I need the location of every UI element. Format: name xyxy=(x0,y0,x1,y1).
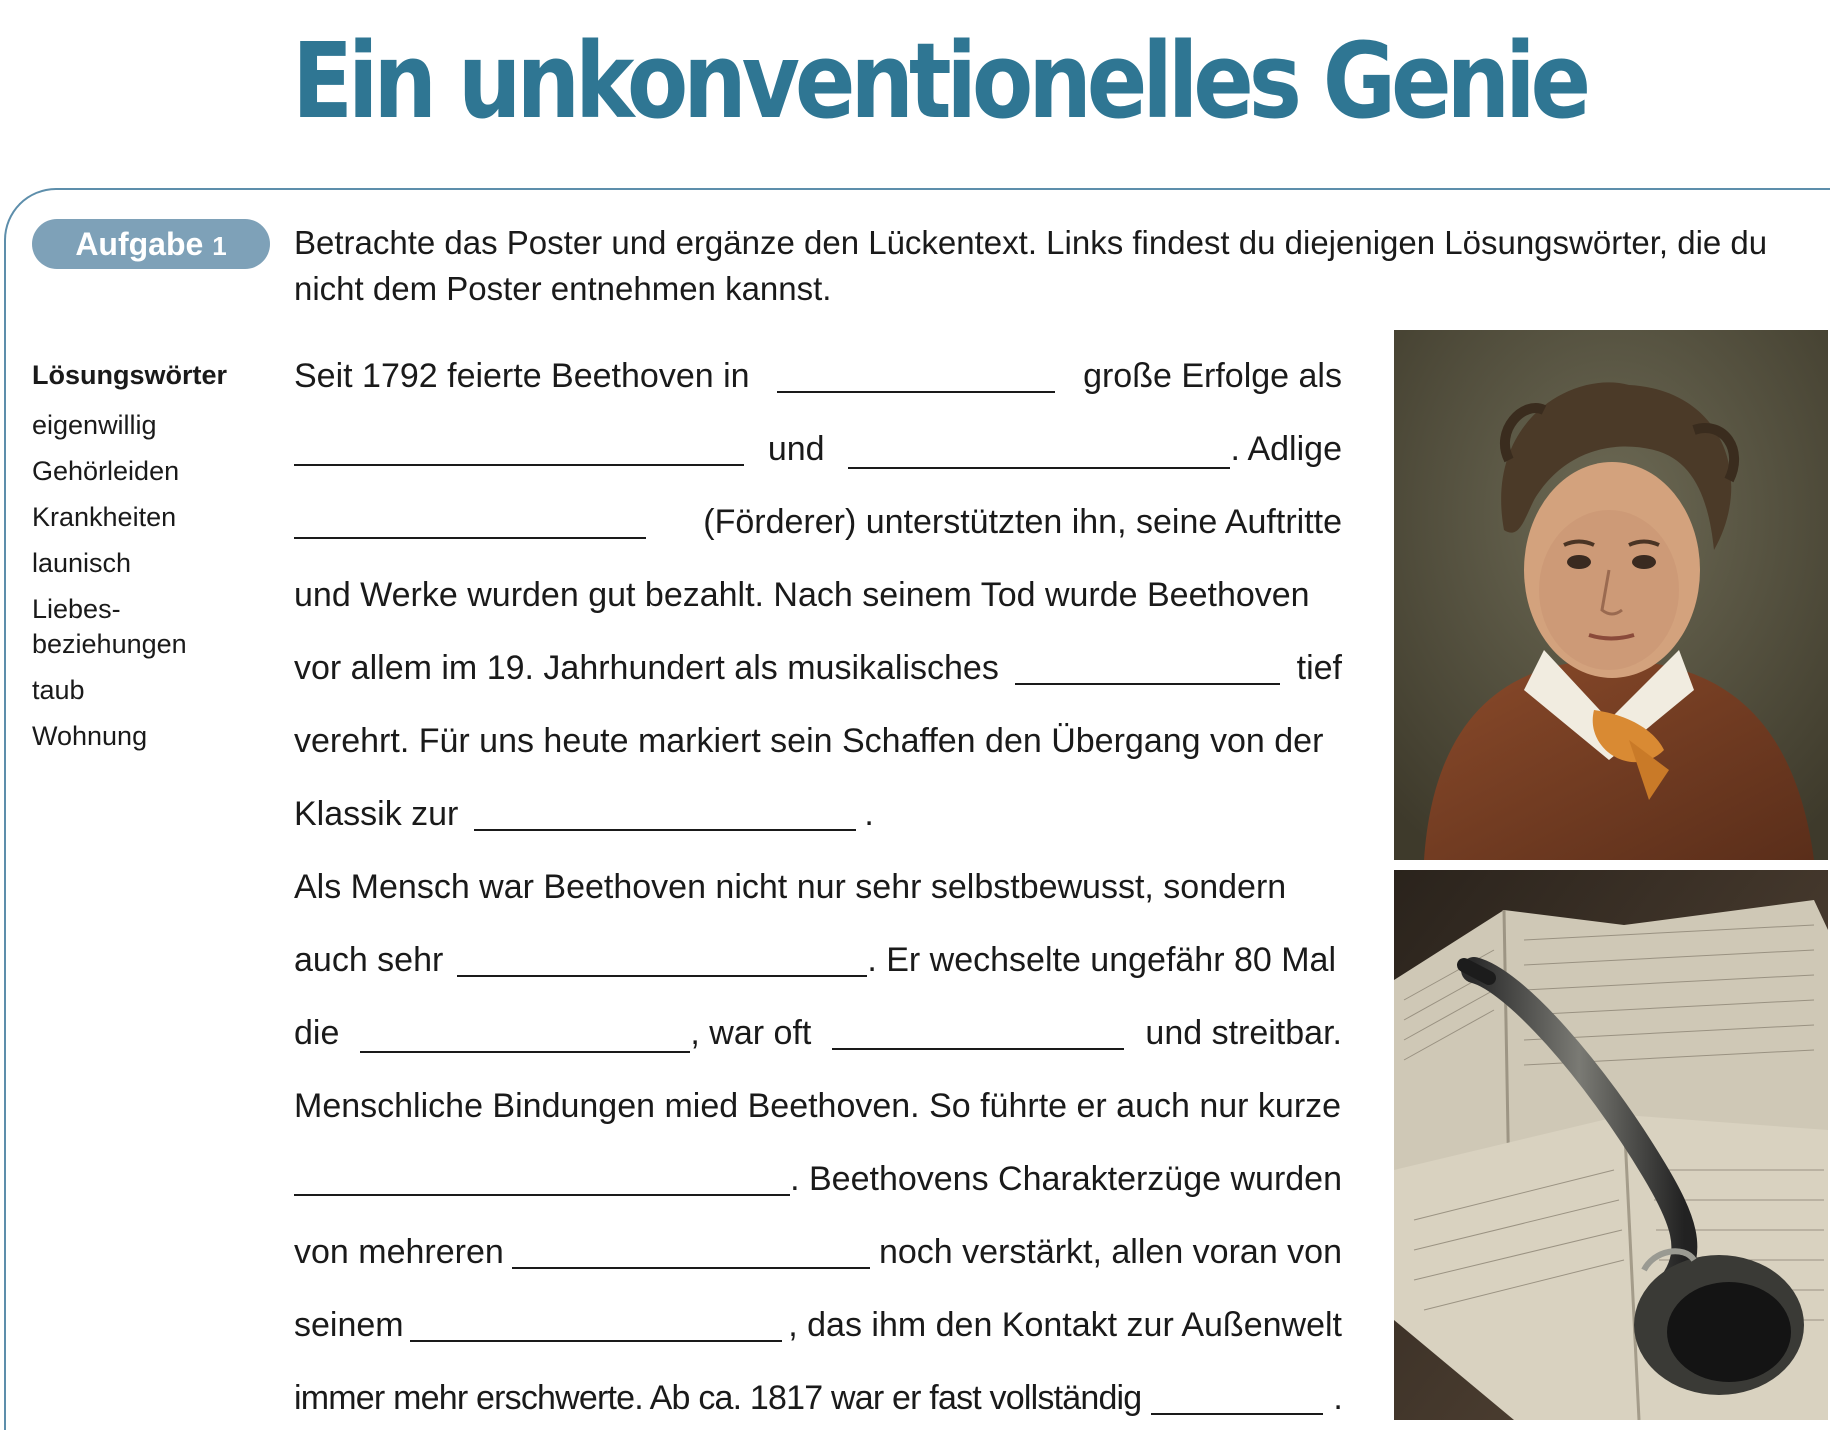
task-badge-label: Aufgabe xyxy=(75,226,204,262)
cloze-line xyxy=(294,1289,1342,1362)
answer-gap[interactable] xyxy=(1151,1383,1323,1415)
answer-gap[interactable] xyxy=(294,507,646,539)
cloze-line xyxy=(294,1070,1342,1143)
answer-gap[interactable] xyxy=(360,1021,690,1053)
page-title: Ein unkonventionelles Genie xyxy=(292,20,1587,142)
solution-word: beziehungen xyxy=(32,629,187,659)
cloze-text-segment: . xyxy=(864,795,874,833)
cloze-text-segment: große Erfolge als xyxy=(1083,357,1342,395)
answer-gap[interactable] xyxy=(1015,653,1280,685)
task-badge-number: 1 xyxy=(212,231,227,261)
cloze-line xyxy=(294,778,1342,851)
answer-gap[interactable] xyxy=(474,799,856,831)
solution-word: Wohnung xyxy=(32,721,148,751)
answer-gap[interactable] xyxy=(848,437,1230,469)
solution-word: Krankheiten xyxy=(32,502,177,532)
cloze-line xyxy=(294,997,1342,1070)
cloze-text-segment: . xyxy=(1333,1379,1342,1417)
cloze-text-segment: seinem xyxy=(294,1306,404,1344)
cloze-line xyxy=(294,924,1342,997)
solution-word: eigenwillig xyxy=(32,410,157,440)
cloze-text-segment: Klassik zur xyxy=(294,795,459,833)
cloze-line xyxy=(294,413,1342,486)
ear-trumpet-music-image xyxy=(1394,870,1828,1420)
cloze-line xyxy=(294,486,1342,559)
answer-gap[interactable] xyxy=(512,1237,870,1269)
cloze-text-segment: die xyxy=(294,1014,340,1052)
cloze-text-segment: Als Mensch war Beethoven nicht nur sehr selbstbewusst, sondern xyxy=(294,868,1287,906)
cloze-text-segment: (Förderer) unterstützten ihn, seine Auftritte xyxy=(703,503,1342,541)
cloze-line xyxy=(294,851,1342,924)
solution-words-list xyxy=(32,408,252,765)
solution-word: Gehörleiden xyxy=(32,456,180,486)
cloze-text-segment: auch sehr xyxy=(294,941,444,979)
cloze-line xyxy=(294,1143,1342,1216)
solution-word: Liebes- xyxy=(32,594,121,624)
answer-gap[interactable] xyxy=(777,361,1055,393)
cloze-text-segment: vor allem im 19. Jahrhundert als musikalisches xyxy=(294,649,999,687)
task-badge xyxy=(32,219,270,269)
cloze-text-segment: immer mehr erschwerte. Ab ca. 1817 war er fast vollständig xyxy=(294,1379,1142,1417)
cloze-text-segment: , war oft xyxy=(690,1014,812,1052)
cloze-text-segment: . Beethovens Charakterzüge wurden xyxy=(790,1160,1342,1198)
cloze-text-segment: tief xyxy=(1296,649,1342,687)
cloze-line xyxy=(294,559,1342,632)
cloze-line xyxy=(294,632,1342,705)
solution-words-heading: Lösungswörter xyxy=(32,360,228,390)
answer-gap[interactable] xyxy=(832,1018,1124,1050)
cloze-text-segment: . Adlige xyxy=(1230,430,1342,468)
cloze-text xyxy=(294,340,1342,1435)
cloze-text-segment: noch verstärkt, allen voran von xyxy=(878,1233,1342,1271)
cloze-text-segment: und Werke wurden gut bezahlt. Nach seinem Tod wurde Beethoven xyxy=(294,576,1310,614)
cloze-line xyxy=(294,340,1342,413)
cloze-text-segment: von mehreren xyxy=(294,1233,504,1271)
answer-gap[interactable] xyxy=(410,1310,782,1342)
beethoven-portrait-image xyxy=(1394,330,1828,860)
cloze-text-segment: und xyxy=(767,430,825,468)
cloze-text-segment: Menschliche Bindungen mied Beethoven. So führte er auch nur kurze xyxy=(294,1087,1342,1125)
cloze-line xyxy=(294,1216,1342,1289)
answer-gap[interactable] xyxy=(294,1164,790,1196)
cloze-line xyxy=(294,1362,1342,1435)
solution-word: taub xyxy=(32,675,85,705)
cloze-line xyxy=(294,705,1342,778)
answer-gap[interactable] xyxy=(457,945,867,977)
cloze-text-segment: . Er wechselte ungefähr 80 Mal xyxy=(867,941,1337,979)
solution-word: launisch xyxy=(32,548,132,578)
cloze-text-segment: verehrt. Für uns heute markiert sein Schaffen den Übergang von der xyxy=(294,722,1324,760)
cloze-text-segment: und streitbar. xyxy=(1145,1014,1342,1052)
cloze-text-segment: , das ihm den Kontakt zur Außenwelt xyxy=(788,1306,1342,1344)
cloze-text-segment: Seit 1792 feierte Beethoven in xyxy=(294,357,750,395)
task-instruction: Betrachte das Poster und ergänze den Lückentext. Links findest du diejenigen Lösungswörter, die du nicht dem Poster entnehmen kannst. xyxy=(294,224,1768,307)
answer-gap[interactable] xyxy=(294,434,744,466)
